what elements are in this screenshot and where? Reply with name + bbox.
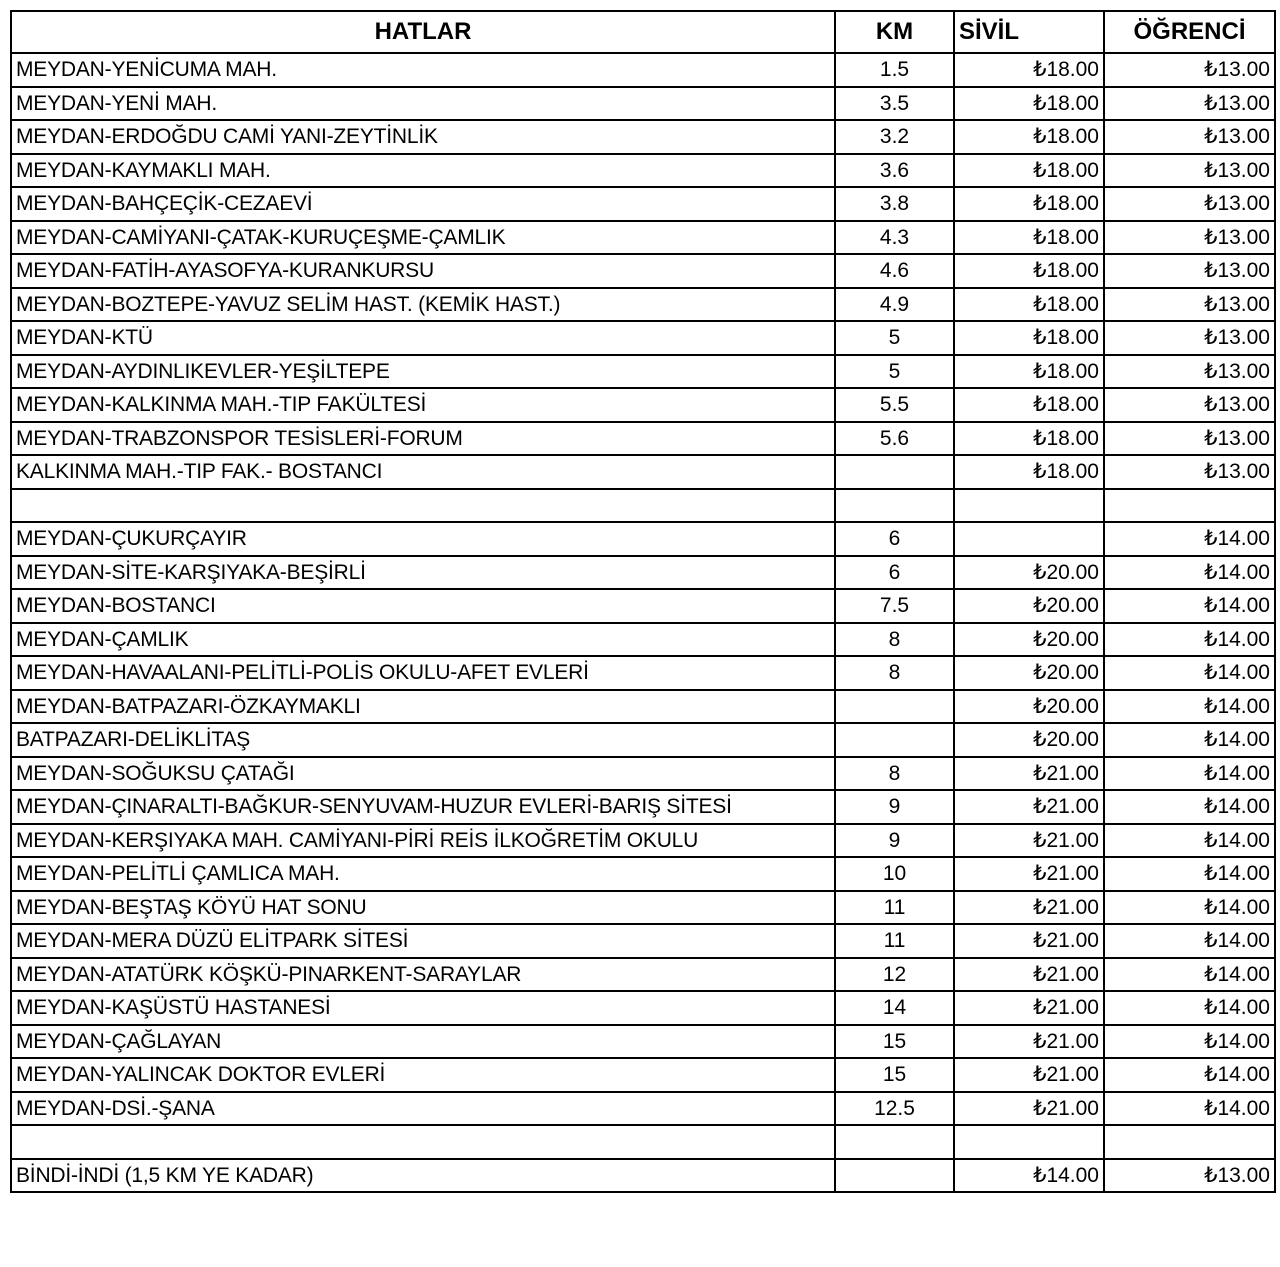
- header-km: KM: [835, 11, 954, 53]
- route-cell: MEYDAN-AYDINLIKEVLER-YEŞİLTEPE: [11, 355, 835, 389]
- route-cell: MEYDAN-ÇINARALTI-BAĞKUR-SENYUVAM-HUZUR EVLERİ-BARIŞ SİTESİ: [11, 790, 835, 824]
- sivil-price-cell: ₺21.00: [954, 1025, 1104, 1059]
- sivil-price-cell: ₺18.00: [954, 254, 1104, 288]
- sivil-price-cell: ₺18.00: [954, 187, 1104, 221]
- table-row: [11, 254, 1275, 288]
- table-row: [11, 489, 1275, 523]
- route-cell: BİNDİ-İNDİ (1,5 KM YE KADAR): [11, 1159, 835, 1193]
- ogrenci-price-cell: ₺14.00: [1104, 1058, 1275, 1092]
- ogrenci-price-cell: ₺13.00: [1104, 187, 1275, 221]
- sivil-price-cell: ₺21.00: [954, 1092, 1104, 1126]
- table-row: [11, 87, 1275, 121]
- route-cell: KALKINMA MAH.-TIP FAK.- BOSTANCI: [11, 455, 835, 489]
- ogrenci-price-cell: ₺14.00: [1104, 991, 1275, 1025]
- route-cell: MEYDAN-KALKINMA MAH.-TIP FAKÜLTESİ: [11, 388, 835, 422]
- km-cell: 7.5: [835, 589, 954, 623]
- ogrenci-price-cell: ₺13.00: [1104, 221, 1275, 255]
- km-cell: 4.3: [835, 221, 954, 255]
- header-row: [11, 11, 1275, 53]
- table-row: [11, 556, 1275, 590]
- km-cell: [835, 1125, 954, 1159]
- ogrenci-price-cell: ₺14.00: [1104, 690, 1275, 724]
- ogrenci-price-cell: ₺13.00: [1104, 87, 1275, 121]
- sivil-price-cell: [954, 522, 1104, 556]
- sivil-price-cell: ₺21.00: [954, 824, 1104, 858]
- sivil-price-cell: ₺20.00: [954, 723, 1104, 757]
- route-cell: MEYDAN-BOSTANCI: [11, 589, 835, 623]
- table-row: [11, 623, 1275, 657]
- km-cell: 11: [835, 891, 954, 925]
- km-cell: 1.5: [835, 53, 954, 87]
- km-cell: 3.5: [835, 87, 954, 121]
- km-cell: 3.8: [835, 187, 954, 221]
- route-cell: MEYDAN-ATATÜRK KÖŞKÜ-PINARKENT-SARAYLAR: [11, 958, 835, 992]
- table-row: [11, 857, 1275, 891]
- table-row: [11, 690, 1275, 724]
- sivil-price-cell: ₺21.00: [954, 790, 1104, 824]
- table-row: [11, 355, 1275, 389]
- route-cell: MEYDAN-BAHÇEÇİK-CEZAEVİ: [11, 187, 835, 221]
- sivil-price-cell: ₺20.00: [954, 589, 1104, 623]
- km-cell: 15: [835, 1058, 954, 1092]
- ogrenci-price-cell: ₺14.00: [1104, 1092, 1275, 1126]
- route-cell: MEYDAN-KTÜ: [11, 321, 835, 355]
- table-row: [11, 958, 1275, 992]
- table-row: [11, 120, 1275, 154]
- km-cell: 14: [835, 991, 954, 1025]
- route-cell: MEYDAN-KERŞIYAKA MAH. CAMİYANI-PİRİ REİS İLKOĞRETİM OKULU: [11, 824, 835, 858]
- route-cell: MEYDAN-YALINCAK DOKTOR EVLERİ: [11, 1058, 835, 1092]
- sivil-price-cell: ₺21.00: [954, 1058, 1104, 1092]
- km-cell: 6: [835, 556, 954, 590]
- sivil-price-cell: ₺18.00: [954, 154, 1104, 188]
- sivil-price-cell: ₺18.00: [954, 120, 1104, 154]
- route-cell: MEYDAN-SOĞUKSU ÇATAĞI: [11, 757, 835, 791]
- route-cell: MEYDAN-KAYMAKLI MAH.: [11, 154, 835, 188]
- km-cell: [835, 723, 954, 757]
- table-row: [11, 790, 1275, 824]
- table-row: [11, 824, 1275, 858]
- table-row: [11, 589, 1275, 623]
- km-cell: 15: [835, 1025, 954, 1059]
- ogrenci-price-cell: ₺14.00: [1104, 556, 1275, 590]
- table-row: [11, 522, 1275, 556]
- route-cell: MEYDAN-ERDOĞDU CAMİ YANI-ZEYTİNLİK: [11, 120, 835, 154]
- table-row: [11, 321, 1275, 355]
- ogrenci-price-cell: ₺13.00: [1104, 321, 1275, 355]
- sivil-price-cell: ₺18.00: [954, 455, 1104, 489]
- sivil-price-cell: ₺20.00: [954, 556, 1104, 590]
- route-cell: MEYDAN-DSİ.-ŞANA: [11, 1092, 835, 1126]
- route-cell: MEYDAN-CAMİYANI-ÇATAK-KURUÇEŞME-ÇAMLIK: [11, 221, 835, 255]
- ogrenci-price-cell: ₺14.00: [1104, 824, 1275, 858]
- route-cell: MEYDAN-HAVAALANI-PELİTLİ-POLİS OKULU-AFET EVLERİ: [11, 656, 835, 690]
- fare-table-body: [11, 53, 1275, 1192]
- table-row: [11, 154, 1275, 188]
- table-row: [11, 53, 1275, 87]
- table-row: [11, 187, 1275, 221]
- sivil-price-cell: ₺21.00: [954, 891, 1104, 925]
- table-row: [11, 1025, 1275, 1059]
- table-row: [11, 288, 1275, 322]
- km-cell: 8: [835, 656, 954, 690]
- route-cell: MEYDAN-MERA DÜZÜ ELİTPARK SİTESİ: [11, 924, 835, 958]
- km-cell: 9: [835, 790, 954, 824]
- ogrenci-price-cell: ₺13.00: [1104, 254, 1275, 288]
- table-row: [11, 991, 1275, 1025]
- km-cell: 9: [835, 824, 954, 858]
- km-cell: 12.5: [835, 1092, 954, 1126]
- ogrenci-price-cell: [1104, 1125, 1275, 1159]
- table-row: [11, 757, 1275, 791]
- km-cell: 5.5: [835, 388, 954, 422]
- ogrenci-price-cell: ₺14.00: [1104, 958, 1275, 992]
- km-cell: 6: [835, 522, 954, 556]
- table-row: [11, 221, 1275, 255]
- sivil-price-cell: ₺20.00: [954, 623, 1104, 657]
- sivil-price-cell: ₺18.00: [954, 355, 1104, 389]
- route-cell: MEYDAN-YENİ MAH.: [11, 87, 835, 121]
- km-cell: 4.6: [835, 254, 954, 288]
- table-row: [11, 924, 1275, 958]
- ogrenci-price-cell: ₺14.00: [1104, 723, 1275, 757]
- sivil-price-cell: ₺18.00: [954, 288, 1104, 322]
- route-cell: MEYDAN-SİTE-KARŞIYAKA-BEŞİRLİ: [11, 556, 835, 590]
- sivil-price-cell: ₺21.00: [954, 991, 1104, 1025]
- km-cell: 3.6: [835, 154, 954, 188]
- sivil-price-cell: ₺18.00: [954, 321, 1104, 355]
- ogrenci-price-cell: ₺13.00: [1104, 120, 1275, 154]
- sivil-price-cell: ₺21.00: [954, 924, 1104, 958]
- table-row: [11, 656, 1275, 690]
- table-row: [11, 723, 1275, 757]
- ogrenci-price-cell: ₺13.00: [1104, 53, 1275, 87]
- sivil-price-cell: ₺20.00: [954, 690, 1104, 724]
- ogrenci-price-cell: ₺13.00: [1104, 388, 1275, 422]
- table-row: [11, 891, 1275, 925]
- ogrenci-price-cell: ₺13.00: [1104, 422, 1275, 456]
- km-cell: 3.2: [835, 120, 954, 154]
- sivil-price-cell: ₺18.00: [954, 388, 1104, 422]
- ogrenci-price-cell: ₺14.00: [1104, 522, 1275, 556]
- km-cell: [835, 1159, 954, 1193]
- km-cell: 5.6: [835, 422, 954, 456]
- ogrenci-price-cell: ₺13.00: [1104, 455, 1275, 489]
- sivil-price-cell: ₺18.00: [954, 422, 1104, 456]
- route-cell: MEYDAN-ÇUKURÇAYIR: [11, 522, 835, 556]
- route-cell: MEYDAN-KAŞÜSTÜ HASTANESİ: [11, 991, 835, 1025]
- sivil-price-cell: ₺14.00: [954, 1159, 1104, 1193]
- ogrenci-price-cell: ₺14.00: [1104, 757, 1275, 791]
- route-cell: MEYDAN-PELİTLİ ÇAMLICA MAH.: [11, 857, 835, 891]
- ogrenci-price-cell: [1104, 489, 1275, 523]
- route-cell: [11, 489, 835, 523]
- km-cell: [835, 455, 954, 489]
- table-row: [11, 1159, 1275, 1193]
- km-cell: 5: [835, 355, 954, 389]
- km-cell: 4.9: [835, 288, 954, 322]
- sivil-price-cell: ₺20.00: [954, 656, 1104, 690]
- km-cell: 11: [835, 924, 954, 958]
- route-cell: MEYDAN-BATPAZARI-ÖZKAYMAKLI: [11, 690, 835, 724]
- ogrenci-price-cell: ₺13.00: [1104, 1159, 1275, 1193]
- route-cell: MEYDAN-ÇAĞLAYAN: [11, 1025, 835, 1059]
- route-cell: MEYDAN-FATİH-AYASOFYA-KURANKURSU: [11, 254, 835, 288]
- ogrenci-price-cell: ₺13.00: [1104, 154, 1275, 188]
- sivil-price-cell: ₺21.00: [954, 958, 1104, 992]
- table-row: [11, 388, 1275, 422]
- ogrenci-price-cell: ₺13.00: [1104, 288, 1275, 322]
- ogrenci-price-cell: ₺14.00: [1104, 589, 1275, 623]
- sivil-price-cell: [954, 489, 1104, 523]
- table-row: [11, 1125, 1275, 1159]
- km-cell: [835, 489, 954, 523]
- km-cell: [835, 690, 954, 724]
- ogrenci-price-cell: ₺14.00: [1104, 656, 1275, 690]
- route-cell: MEYDAN-BEŞTAŞ KÖYÜ HAT SONU: [11, 891, 835, 925]
- header-sivil: SİVİL: [954, 11, 1104, 53]
- ogrenci-price-cell: ₺14.00: [1104, 924, 1275, 958]
- sivil-price-cell: ₺18.00: [954, 87, 1104, 121]
- km-cell: 8: [835, 757, 954, 791]
- route-cell: BATPAZARI-DELİKLİTAŞ: [11, 723, 835, 757]
- table-row: [11, 422, 1275, 456]
- route-cell: [11, 1125, 835, 1159]
- table-row: [11, 1058, 1275, 1092]
- km-cell: 10: [835, 857, 954, 891]
- sivil-price-cell: [954, 1125, 1104, 1159]
- ogrenci-price-cell: ₺14.00: [1104, 790, 1275, 824]
- fare-table: [10, 10, 1276, 1193]
- route-cell: MEYDAN-TRABZONSPOR TESİSLERİ-FORUM: [11, 422, 835, 456]
- sivil-price-cell: ₺21.00: [954, 857, 1104, 891]
- sivil-price-cell: ₺18.00: [954, 221, 1104, 255]
- ogrenci-price-cell: ₺14.00: [1104, 1025, 1275, 1059]
- ogrenci-price-cell: ₺14.00: [1104, 857, 1275, 891]
- header-route: HATLAR: [11, 11, 835, 53]
- route-cell: MEYDAN-ÇAMLIK: [11, 623, 835, 657]
- table-row: [11, 455, 1275, 489]
- km-cell: 12: [835, 958, 954, 992]
- ogrenci-price-cell: ₺14.00: [1104, 623, 1275, 657]
- km-cell: 5: [835, 321, 954, 355]
- route-cell: MEYDAN-YENİCUMA MAH.: [11, 53, 835, 87]
- header-ogrenci: ÖĞRENCİ: [1104, 11, 1275, 53]
- route-cell: MEYDAN-BOZTEPE-YAVUZ SELİM HAST. (KEMİK HAST.): [11, 288, 835, 322]
- sivil-price-cell: ₺18.00: [954, 53, 1104, 87]
- ogrenci-price-cell: ₺13.00: [1104, 355, 1275, 389]
- km-cell: 8: [835, 623, 954, 657]
- table-row: [11, 1092, 1275, 1126]
- sivil-price-cell: ₺21.00: [954, 757, 1104, 791]
- ogrenci-price-cell: ₺14.00: [1104, 891, 1275, 925]
